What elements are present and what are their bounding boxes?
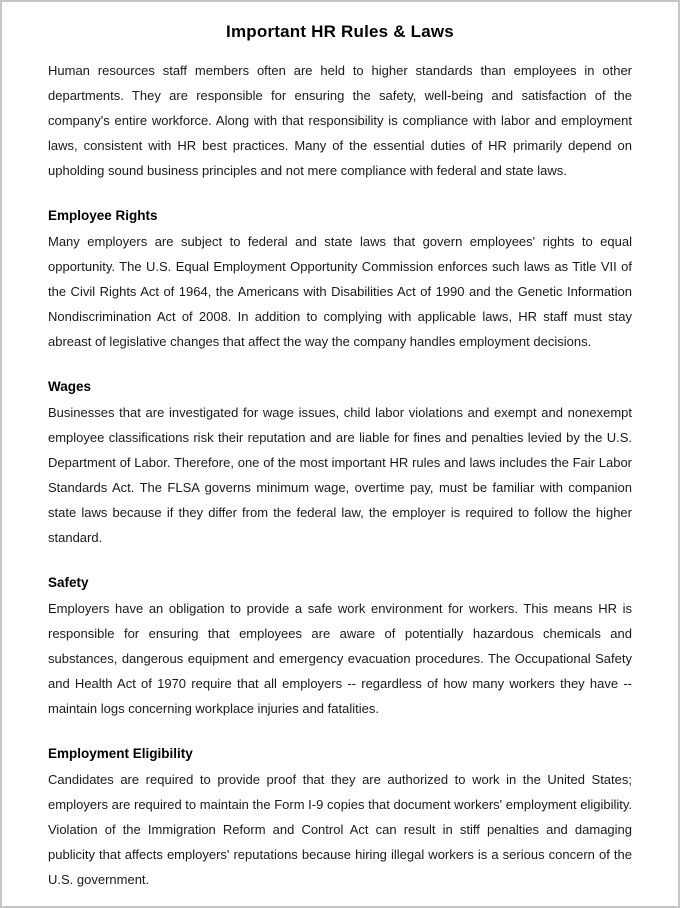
section-body: Many employers are subject to federal and state laws that govern employees' rights to equal opportunity. The U.S. Equal Employment Opportunity Commission enforces such laws as Title VII of the Civil Rights Act of 1964, the Americans with Disabilities Act of 1990 and the Genetic Information Nondiscrimination Act of 2008. In addition to complying with applicable laws, HR staff must stay abreast of legislative changes that affect the way the company handles employment decisions. [48,234,632,349]
section-safety [48,571,632,721]
section-wages [48,375,632,550]
page-title: Important HR Rules & Laws [226,22,454,41]
section-heading: Safety [48,575,89,590]
section-body: Candidates are required to provide proof that they are authorized to work in the United States; employers are required to maintain the Form I-9 copies that document workers' employment eligibility. Violation of the Immigration Reform and Control Act can result in stiff penalties and damaging publicity that affects employers' reputations because hiring illegal workers is a serious concern of the U.S. government. [48,772,632,887]
intro-paragraph: Human resources staff members often are held to higher standards than employees in other departments. They are responsible for ensuring the safety, well-being and satisfaction of the company's entire workforce. Along with that responsibility is compliance with labor and employment laws, consistent with HR best practices. Many of the essential duties of HR primarily depend on upholding sound business principles and not mere compliance with federal and state laws. [48,63,632,178]
section-body: Businesses that are investigated for wage issues, child labor violations and exempt and nonexempt employee classifications risk their reputation and are liable for fines and penalties levied by the U.S. Department of Labor. Therefore, one of the most important HR rules and laws includes the Fair Labor Standards Act. The FLSA governs minimum wage, overtime pay, must be familiar with companion state laws because if they differ from the federal law, the employer is required to follow the higher standard. [48,405,632,545]
section-heading: Employee Rights [48,208,158,223]
section-heading: Employment Eligibility [48,746,193,761]
section-employment-eligibility [48,742,632,892]
section-employee-rights [48,204,632,354]
section-body: Employers have an obligation to provide a safe work environment for workers. This means HR is responsible for ensuring that employees are aware of potentially hazardous chemicals and substances, dangerous equipment and emergency evacuation procedures. The Occupational Safety and Health Act of 1970 require that all employers -- regardless of how many workers they have -- maintain logs concerning workplace injuries and fatalities. [48,601,632,716]
section-heading: Wages [48,379,92,394]
